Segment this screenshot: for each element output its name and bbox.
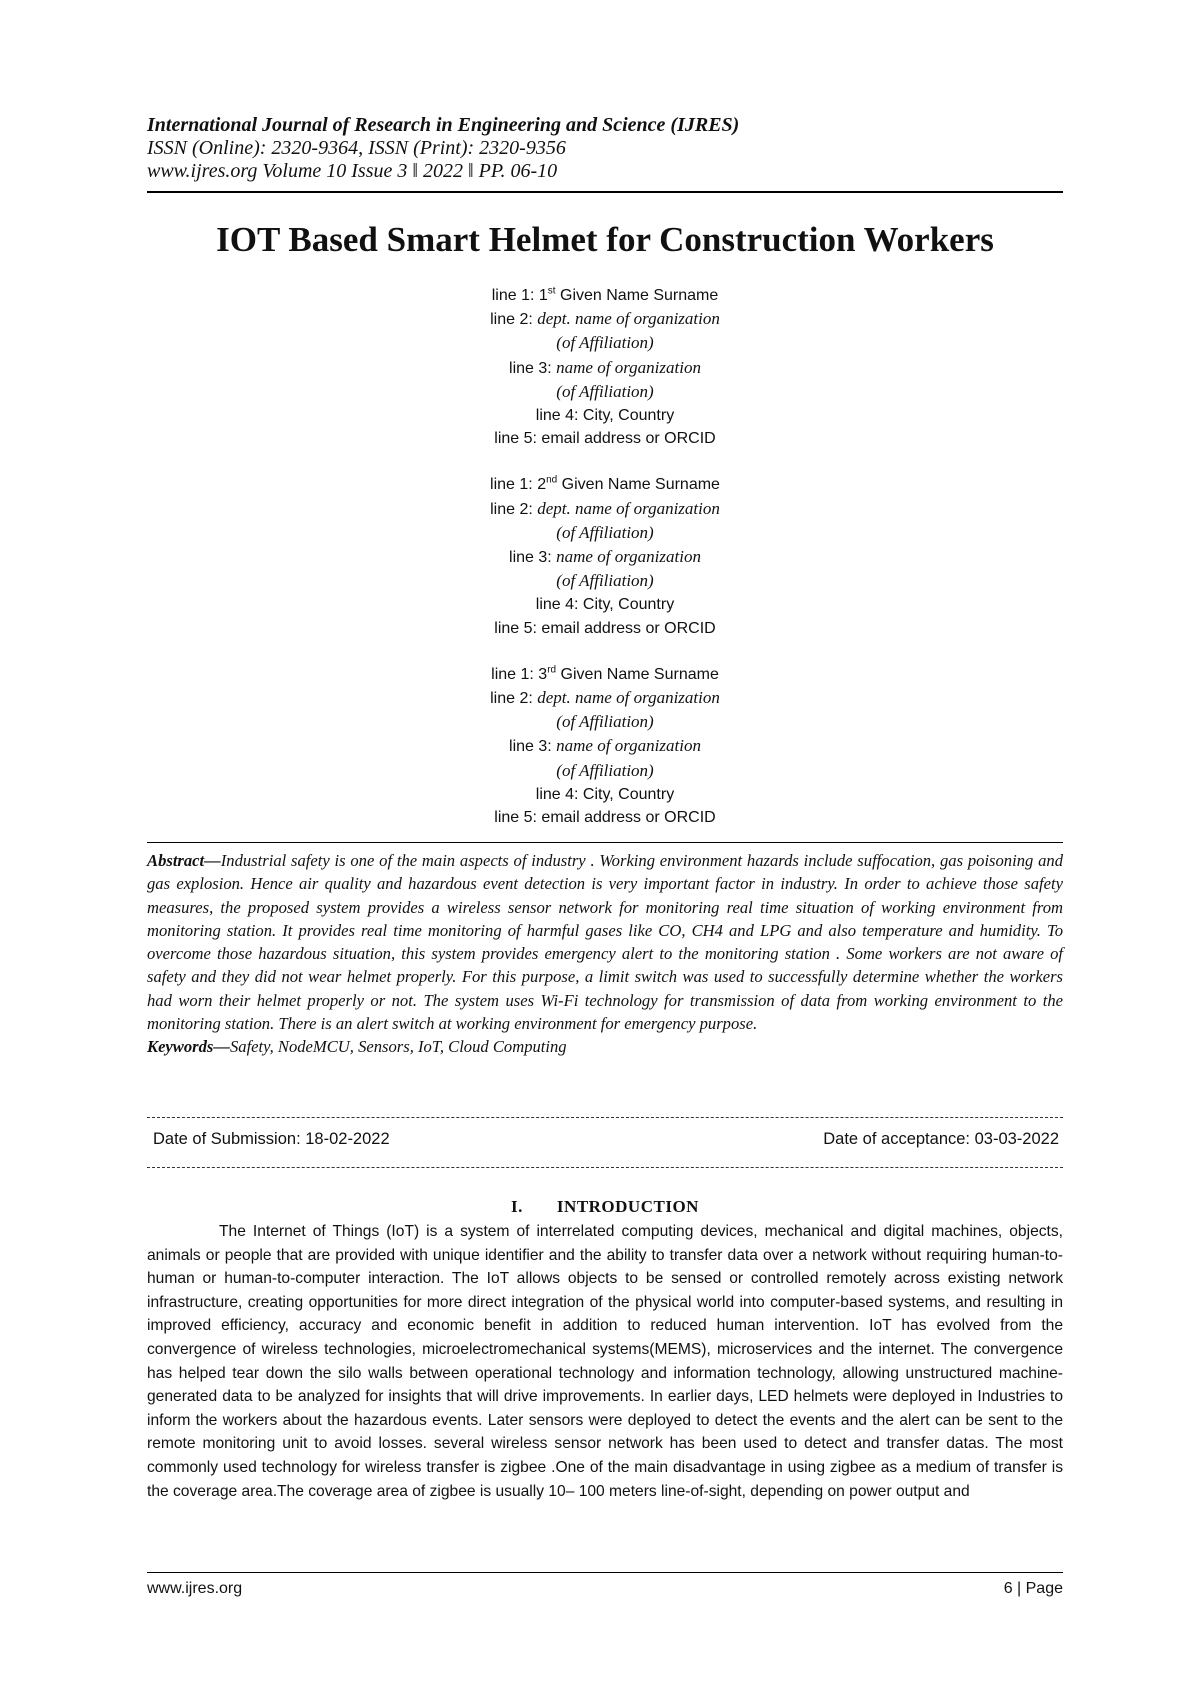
footer-rule xyxy=(147,1572,1063,1573)
abstract-label: Abstract— xyxy=(147,851,221,870)
author-block-2: line 1: 2nd Given Name Surname line 2: dept. name of organization (of Affiliation) line 3: name of organization (of Affiliation) line 4: City, Country line 5: email address or ORCID xyxy=(490,475,720,637)
keywords xyxy=(147,1035,1063,1058)
section-title: INTRODUCTION xyxy=(556,1197,699,1216)
abstract-text: Industrial safety is one of the main aspects of industry . Working environment hazards include suffocation, gas poisoning and gas explosion. Hence air quality and hazardous event detection is very important factor in industry. In order to achieve those safety measures, the proposed system provides a wireless sensor network for monitoring real time situation of working environment from monitoring station. It provides real time monitoring of harmful gases like CO, CH4 and LPG and also temperature and humidity. To overcome those hazardous situation, this system provides emergency alert to the monitoring station . Some workers are not aware of safety and they did not wear helmet properly. For this purpose, a limit switch was used to successfully determine whether the workers had worn their helmet properly or not. The system uses Wi-Fi technology for transmission of data from working environment to the monitoring station. There is an alert switch at working environment for emergency purpose. xyxy=(147,851,1063,1034)
introduction-body xyxy=(147,1220,1063,1500)
abstract xyxy=(147,842,1063,1059)
journal-issn: ISSN (Online): 2320-9364, ISSN (Print): 2320-9356 xyxy=(147,137,566,159)
journal-volume-line: www.ijres.org Volume 10 Issue 3 ǁ 2022 ǁ PP. 06-10 xyxy=(147,160,558,182)
dashed-divider-top xyxy=(147,1117,1063,1118)
author-block-3: line 1: 3rd Given Name Surname line 2: dept. name of organization (of Affiliation) line 3: name of organization (of Affiliation) line 4: City, Country line 5: email address or ORCID xyxy=(490,664,720,827)
dashed-divider-bottom xyxy=(147,1167,1063,1168)
paper-title: IOT Based Smart Helmet for Construction Workers xyxy=(216,220,994,259)
keywords-label: Keywords— xyxy=(147,1037,230,1057)
date-of-submission: Date of Submission: 18-02-2022 xyxy=(153,1130,390,1148)
section-number: I. xyxy=(511,1197,523,1216)
keywords-text: Safety, NodeMCU, Sensors, IoT, Cloud Computing xyxy=(229,1037,567,1057)
journal-header xyxy=(147,114,1063,183)
header-rule xyxy=(147,191,1063,193)
introduction-paragraph: The Internet of Things (IoT) is a system of interrelated computing devices, mechanical and digital machines, objects, animals or people that are provided with unique identifier and the ability to transfer data over a network without requiring human-to-human or human-to-computer interaction. The IoT allows objects to be sensed or controlled remotely across existing network infrastructure, creating opportunities for more direct integration of the physical world into computer-based systems, and resulting in improved efficiency, accuracy and economic benefit in addition to reduced human intervention. IoT has evolved from the convergence of wireless technologies, microelectromechanical systems(MEMS), microservices and the internet. The convergence has helped tear down the silo walls between operational technology and information technology, allowing unstructured machine-generated data to be analyzed for insights that will drive improvements. In earlier days, LED helmets were deployed in Industries to inform the workers about the hazardous events. Later sensors were deployed to detect the events and the alert can be sent to the remote monitoring unit to avoid losses. several wireless sensor network has been used to detect and transfer datas. The most commonly used technology for wireless transfer is zigbee .One of the main disadvantage in using zigbee as a medium of transfer is the coverage area.The coverage area of zigbee is usually 10– 100 meters line-of-sight, depending on power output and xyxy=(147,1223,1063,1500)
paper-page xyxy=(147,0,1063,1696)
date-of-acceptance: Date of acceptance: 03-03-2022 xyxy=(823,1130,1059,1148)
author-list xyxy=(147,284,1063,852)
abstract-paragraph xyxy=(147,849,1063,1035)
footer-site: www.ijres.org xyxy=(147,1580,243,1597)
section-heading xyxy=(147,1196,1063,1218)
author-block-1: line 1: 1st Given Name Surname line 2: dept. name of organization (of Affiliation) line 3: name of organization (of Affiliation) line 4: City, Country line 5: email address or ORCID xyxy=(490,285,720,448)
journal-name: International Journal of Research in Engineering and Science (IJRES) xyxy=(147,114,740,136)
footer-page-number: 6 | Page xyxy=(1003,1580,1063,1597)
